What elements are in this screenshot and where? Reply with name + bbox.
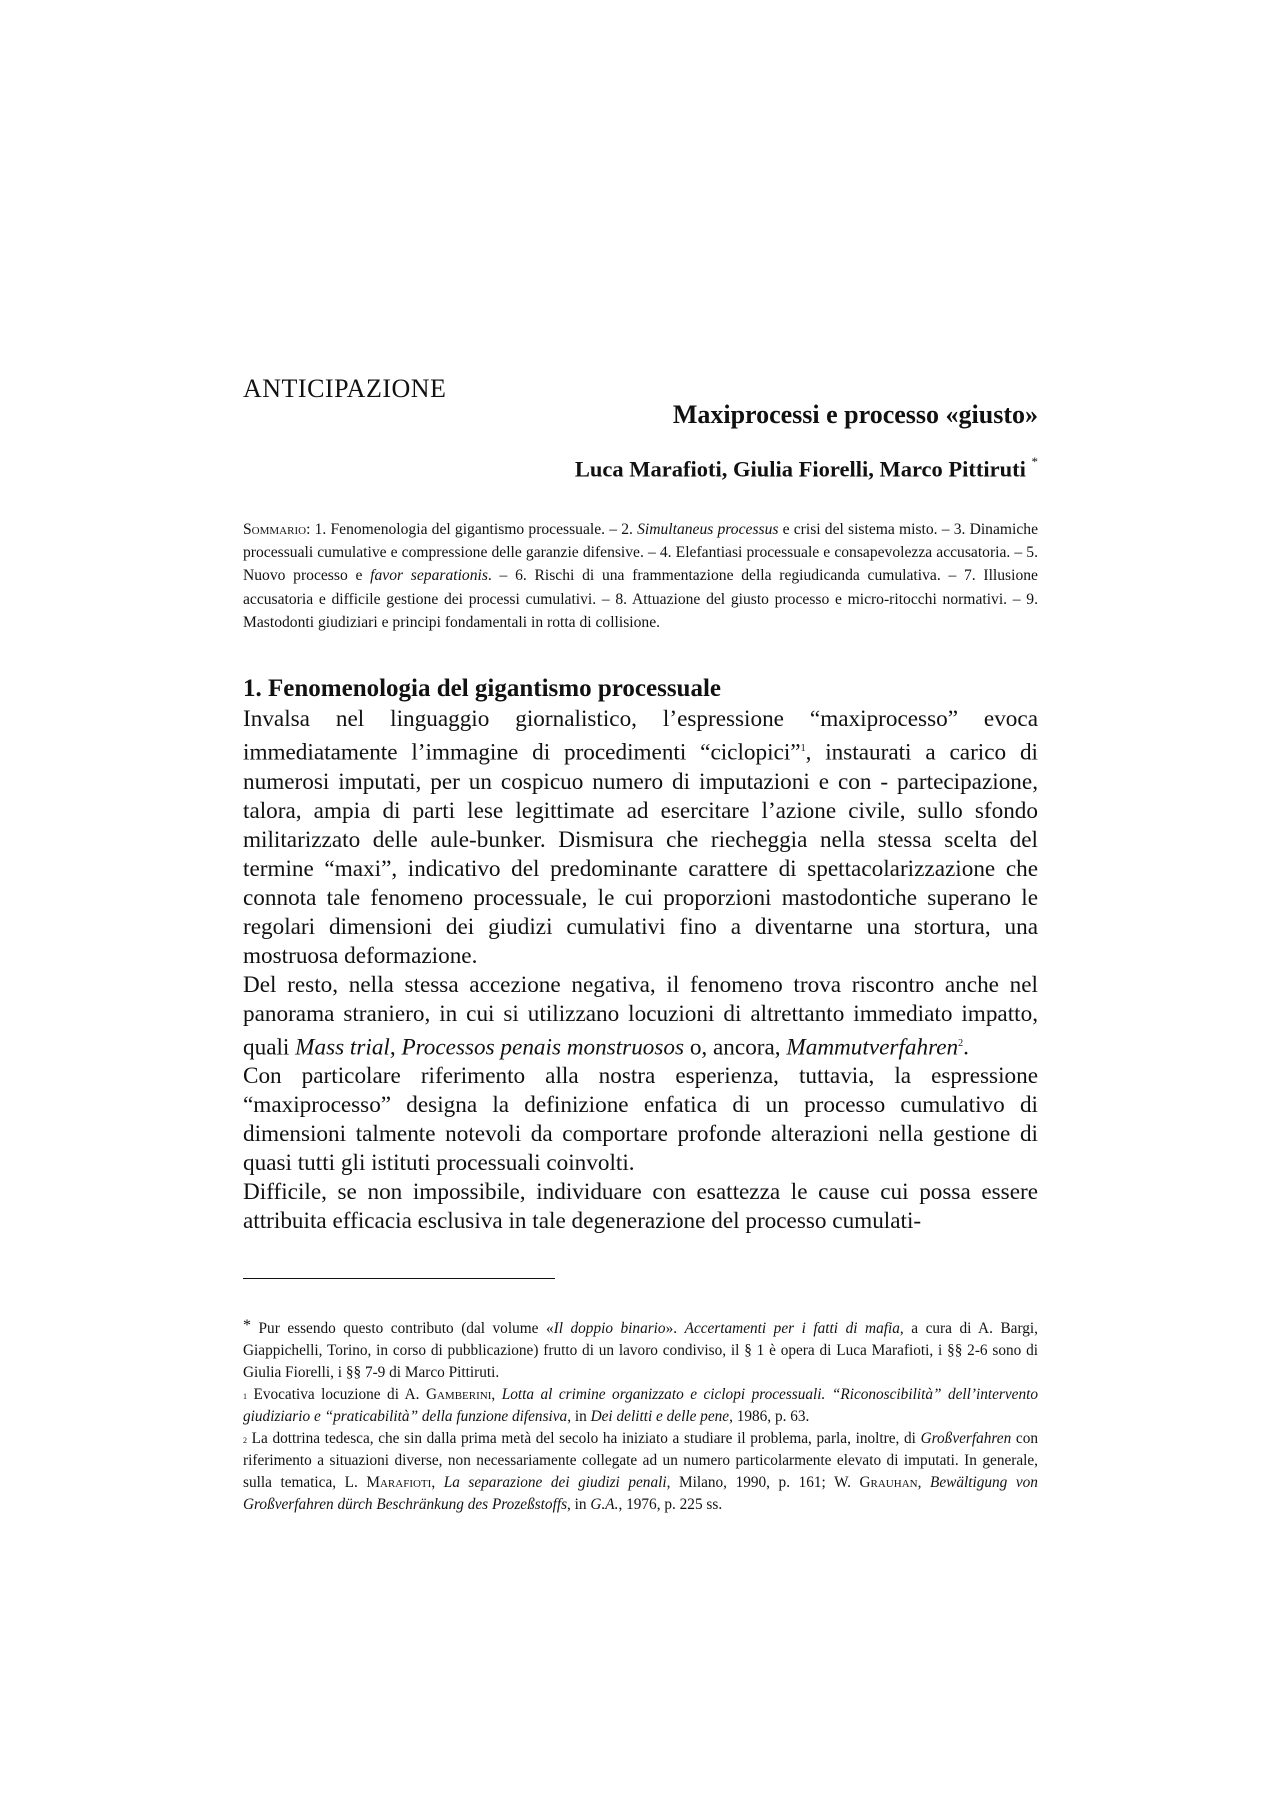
footnotes bbox=[243, 1318, 1038, 1516]
footnote-number: 1 bbox=[243, 1392, 247, 1401]
footnote-text: ». bbox=[665, 1320, 685, 1337]
paragraph bbox=[243, 971, 1038, 1063]
paragraph-italic: Mammutverfahren bbox=[786, 1034, 959, 1061]
paragraph: Difficile, se non impossibile, individuare con esattezza le cause cui possa essere attribuita efficacia esclusiva in tale degenerazione del processo cumulati- bbox=[243, 1179, 1038, 1235]
footnote-mark: * bbox=[243, 1317, 251, 1334]
section-label: ANTICIPAZIONE bbox=[243, 374, 447, 403]
paragraph-text: , instaurati a carico di numerosi imputati, per un cospicuo numero di imputazioni e con - partecipazione, talora, ampia di parti lese legittimate ad esercitare l’azione civile, sullo sfondo militarizzato delle aule-bunker. Dismisura che riecheggia nella stessa scelta del termine “maxi”, indicativo del predominante carattere di spettacolarizzazione che connota tale fenomeno processuale, le cui proporzioni mastodontiche superano le regolari dimensioni dei giudizi cumulativi fino a diventarne una stortura, una mostruosa deformazione. bbox=[243, 739, 1038, 969]
footnote-author: Marafioti bbox=[366, 1474, 432, 1491]
authors-line bbox=[243, 456, 1038, 483]
footnote-text: La dottrina tedesca, che sin dalla prima metà del secolo ha iniziato a studiare il problema, parla, inoltre, di bbox=[247, 1430, 921, 1447]
footnote-text: , 1986, p. 63. bbox=[729, 1408, 810, 1425]
footnote-text: , Milano, 1990, p. 161; W. bbox=[666, 1474, 860, 1491]
footnote-italic: La separazione dei giudizi penali bbox=[443, 1474, 667, 1491]
paragraph: Con particolare riferimento alla nostra esperienza, tuttavia, la espressione “maxiprocesso” designa la definizione enfatica di un processo cumulativo di dimensioni talmente notevoli da comportare profonde alterazioni nella gestione di quasi tutti gli istituti processuali coinvolti. bbox=[243, 1063, 1038, 1177]
footnote-italic: Dei delitti e delle pene bbox=[590, 1408, 730, 1425]
footnote-1 bbox=[243, 1384, 1038, 1428]
footnote-italic: G.A. bbox=[590, 1496, 619, 1513]
paragraph bbox=[243, 705, 1038, 971]
footnote-star bbox=[243, 1318, 1038, 1384]
footnote-author: Gamberini bbox=[425, 1386, 492, 1403]
footnote-text: , bbox=[491, 1386, 502, 1403]
footnote-number: 2 bbox=[243, 1436, 247, 1445]
footnote-text: , 1976, p. 225 ss. bbox=[618, 1496, 723, 1513]
summary bbox=[243, 518, 1038, 634]
footnote-text: con riferimento a situazioni diverse, non necessariamente collegate ad un numero particolarmente elevato di imputati. In generale, sulla tematica, L. bbox=[243, 1430, 1038, 1491]
section-heading: 1. Fenomenologia del gigantismo processuale bbox=[243, 675, 722, 702]
footnote-italic: Il doppio binario bbox=[553, 1320, 666, 1337]
footnote-italic: Großverfahren bbox=[920, 1430, 1012, 1447]
paragraph-text: o, ancora, bbox=[684, 1034, 787, 1061]
footnote-ref-1[interactable]: 1 bbox=[800, 743, 806, 754]
footnote-italic: Lotta al crimine organizzato e ciclopi processuali. “Riconoscibilità” dell’intervento giudiziario e “praticabilità” della funzione difensiva bbox=[243, 1386, 1039, 1425]
summary-italic: Simultaneus processus bbox=[637, 521, 779, 538]
paragraph-text: , bbox=[389, 1034, 402, 1061]
paragraph-italic: Processos penais monstruosos bbox=[401, 1034, 685, 1061]
footnote-text: Pur essendo questo contributo (dal volume « bbox=[251, 1320, 554, 1337]
footnote-text: Evocativa locuzione di A. bbox=[247, 1386, 426, 1403]
footnote-2 bbox=[243, 1428, 1038, 1516]
paragraph-text: Del resto, nella stessa accezione negativa, il fenomeno trova riscontro anche nel panorama straniero, in cui si utilizzano locuzioni di altrettanto immediato impatto, quali bbox=[243, 971, 1038, 1061]
author-footnote-mark[interactable]: * bbox=[1031, 454, 1038, 469]
footnote-italic: Accertamenti per i fatti di mafia bbox=[684, 1320, 900, 1337]
article-title: Maxiprocessi e processo «giusto» bbox=[672, 400, 1038, 429]
footnote-author: Grauhan bbox=[859, 1474, 918, 1491]
footnote-italic: Bewältigung von Großverfahren dürch Beschränkung des Prozeßstoffs bbox=[243, 1474, 1038, 1513]
footnote-ref-2[interactable]: 2 bbox=[958, 1037, 964, 1049]
summary-italic: favor separationis bbox=[370, 567, 488, 585]
footnote-separator bbox=[243, 1278, 555, 1279]
summary-text: 1. Fenomenologia del gigantismo processuale. – 2. bbox=[310, 521, 638, 538]
footnote-text: , a cura di A. Bargi, Giappichelli, Torino, in corso di pubblicazione) frutto di un lavoro condiviso, il § 1 è opera di Luca Marafioti, i §§ 2-6 sono di Giulia Fiorelli, i §§ 7-9 di Marco Pittiruti. bbox=[243, 1320, 1038, 1381]
footnote-text: , in bbox=[567, 1496, 591, 1513]
paragraph-text: Invalsa nel linguaggio giornalistico, l’espressione “maxiprocesso” evoca immediatamente l’immagine di procedimenti “ciclopici” bbox=[243, 706, 1038, 766]
footnote-text: , in bbox=[567, 1408, 591, 1425]
summary-label: Sommario: bbox=[243, 521, 311, 538]
author-names: Luca Marafioti, Giulia Fiorelli, Marco Pittiruti bbox=[574, 456, 1026, 482]
body-text bbox=[243, 705, 1038, 1236]
paragraph-text: . bbox=[963, 1034, 969, 1061]
footnote-text: , bbox=[431, 1474, 444, 1491]
footnote-text: , bbox=[917, 1474, 930, 1491]
paragraph-italic: Mass trial bbox=[295, 1034, 390, 1061]
summary-text: . – 6. Rischi di una frammentazione della regiudicanda cumulativa. – 7. Illusione accusatoria e difficile gestione dei processi cumulativi. – 8. Attuazione del giusto processo e micro-ritocchi normativi. – 9. Mastodonti giudiziari e principi fondamentali in rotta di collisione. bbox=[243, 567, 1038, 631]
summary-text: e crisi del sistema misto. – 3. Dinamiche processuali cumulative e compressione delle garanzie difensive. – 4. Elefantiasi processuale e consapevolezza accusatoria. – 5. Nuovo processo e bbox=[243, 521, 1038, 585]
